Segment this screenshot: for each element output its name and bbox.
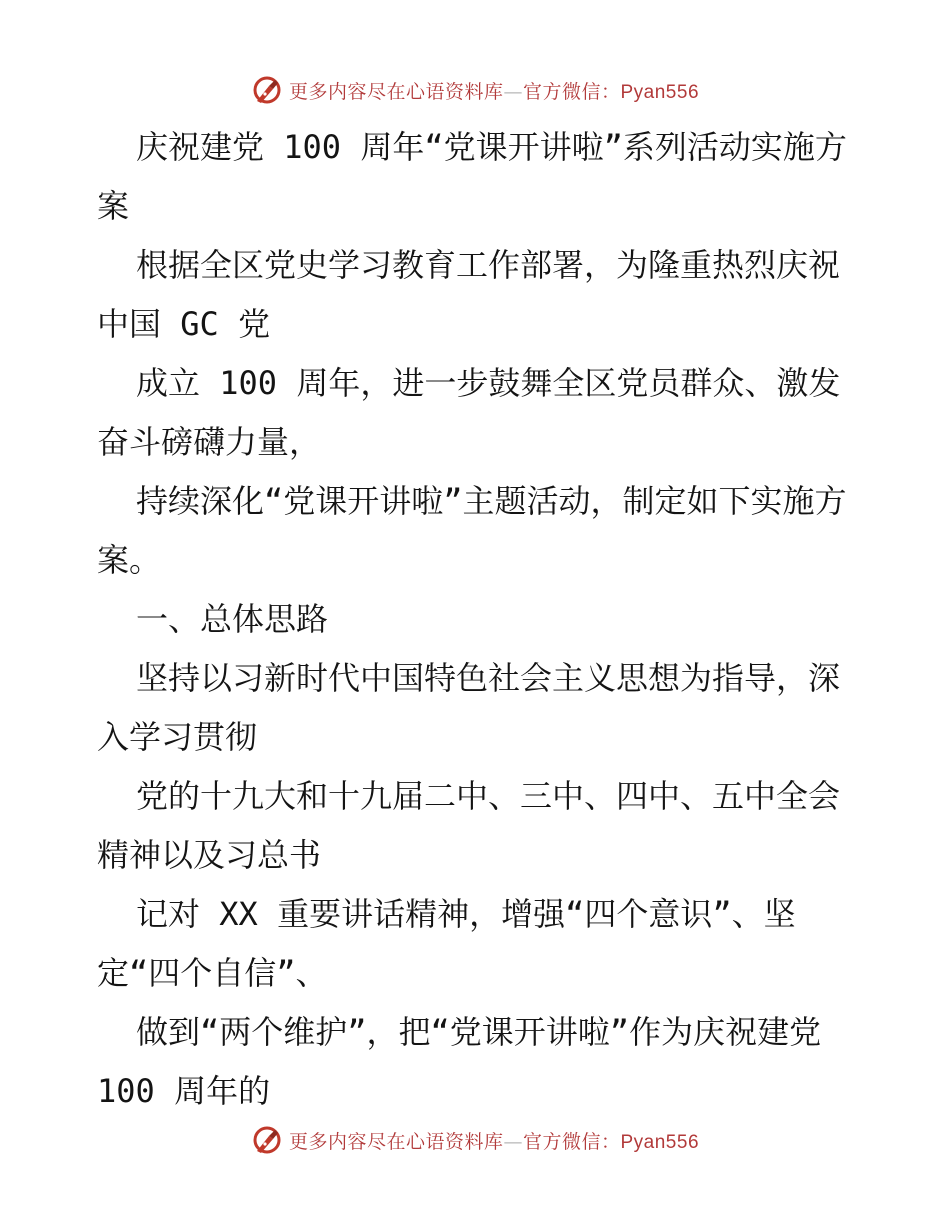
section-heading: 一、总体思路 bbox=[136, 600, 329, 638]
pen-nib-circle-icon bbox=[251, 74, 283, 106]
paragraph: 持续深化“党课开讲啦”主题活动，制定如下实施方案。 bbox=[97, 482, 847, 579]
paragraph: 成立 100 周年，进一步鼓舞全区党员群众、激发奋斗磅礴力量， bbox=[97, 364, 841, 461]
watermark-dash: — bbox=[503, 80, 523, 103]
watermark-text bbox=[289, 77, 699, 104]
watermark-prefix: 更多内容尽在心语资料库 bbox=[288, 1130, 504, 1153]
paragraph: 根据全区党史学习教育工作部署，为隆重热烈庆祝中国 GC 党 bbox=[97, 246, 841, 343]
footer-watermark bbox=[0, 1120, 950, 1160]
document-title: 庆祝建党 100 周年“党课开讲啦”系列活动实施方案 bbox=[97, 128, 847, 225]
watermark-account: Pyan556 bbox=[620, 81, 700, 103]
paragraph: 记对 XX 重要讲话精神，增强“四个意识”、坚定“四个自信”、 bbox=[97, 895, 796, 992]
watermark-label: 官方微信： bbox=[522, 80, 621, 103]
watermark-prefix: 更多内容尽在心语资料库 bbox=[288, 80, 504, 103]
pen-nib-circle-icon bbox=[251, 1124, 283, 1156]
paragraph: 党的十九大和十九届二中、三中、四中、五中全会精神以及习总书 bbox=[97, 777, 841, 874]
watermark-dash: — bbox=[503, 1130, 523, 1153]
document-body bbox=[97, 118, 857, 1121]
paragraph: 坚持以习新时代中国特色社会主义思想为指导，深入学习贯彻 bbox=[97, 659, 841, 756]
watermark-account: Pyan556 bbox=[620, 1131, 700, 1153]
watermark-text bbox=[289, 1127, 699, 1154]
watermark-label: 官方微信： bbox=[522, 1130, 621, 1153]
paragraph: 做到“两个维护”，把“党课开讲啦”作为庆祝建党 100 周年的 bbox=[97, 1013, 841, 1110]
header-watermark bbox=[0, 70, 950, 110]
